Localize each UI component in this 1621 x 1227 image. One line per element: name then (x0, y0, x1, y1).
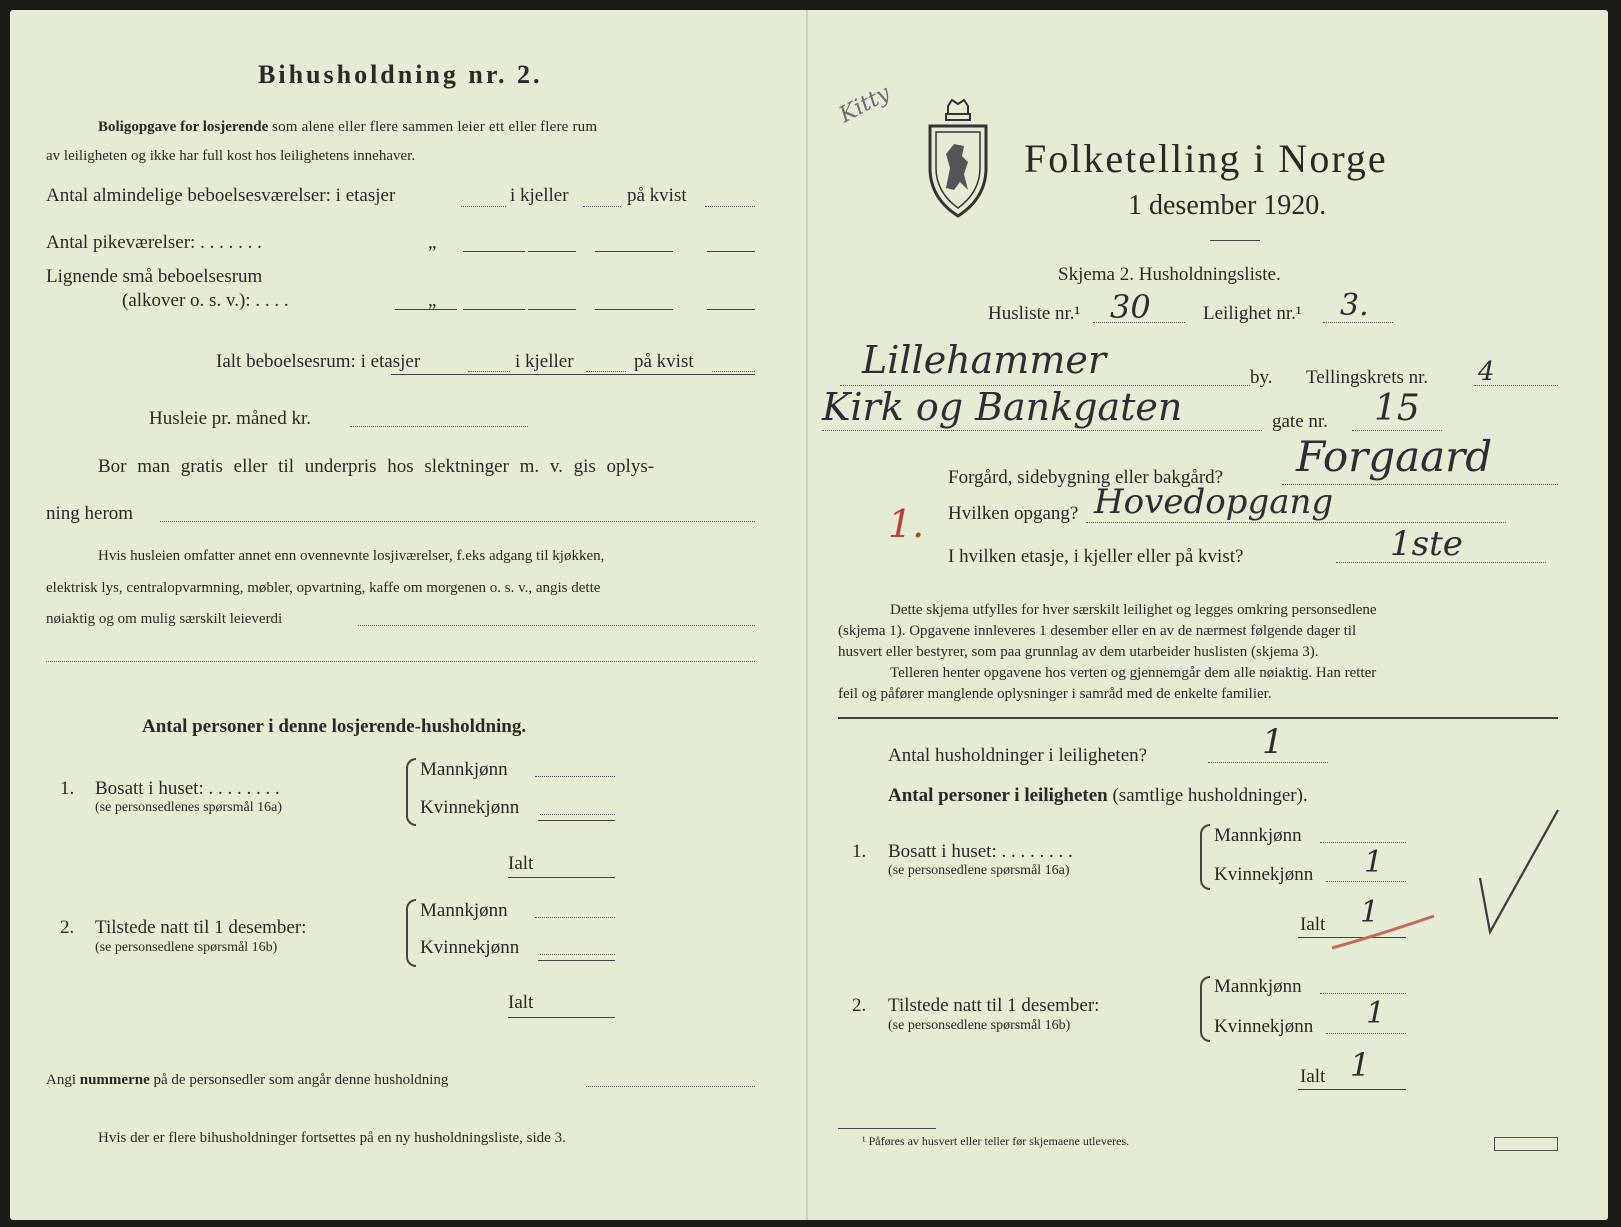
ialt-etasjer-field[interactable] (468, 371, 510, 372)
right-q2-brace (1200, 976, 1210, 1042)
left-q1-sub: (se personsedlenes spørsmål 16a) (95, 800, 283, 815)
right-q2-kvinne: Kvinnekjønn (1214, 1016, 1314, 1037)
left-q2-sum-line (538, 960, 615, 961)
right-q1-ialt-value[interactable]: 1 (1360, 895, 1380, 930)
husleie-label: Husleie pr. måned kr. (149, 408, 311, 429)
ialt-kvist-label: på kvist (634, 351, 694, 372)
antal-hus-field (1208, 762, 1328, 763)
husliste-field (1093, 322, 1185, 323)
opgang-label: Hvilken opgang? (948, 503, 1079, 524)
husleie-field[interactable] (350, 426, 528, 427)
ialt-kvist-field[interactable] (712, 371, 755, 372)
antal-hus-label: Antal husholdninger i leiligheten? (888, 745, 1148, 766)
page-fold (806, 10, 808, 1220)
right-q1-kvinne-value[interactable]: 1 (1364, 845, 1384, 880)
left-q2-brace (406, 899, 416, 967)
lign-field-3[interactable] (528, 309, 576, 310)
right-q2-num: 2. (852, 995, 867, 1016)
left-q1-mann: Mannkjønn (420, 759, 508, 780)
right-q1-kvinne: Kvinnekjønn (1214, 864, 1314, 885)
leilighet-field (1323, 322, 1393, 323)
rooms-label: Antal almindelige beboelsesværelser: i etasjer (46, 185, 396, 206)
forgard-value[interactable]: Forgaard (1296, 432, 1493, 481)
instr-line4: Telleren henter opgavene hos verten og gjennemgår dem alle nøiaktig. Han retter (890, 665, 1377, 681)
instr-rule (838, 717, 1558, 719)
instr-line3: husvert eller bestyrer, som paa grunnlag av dem utarbeider huslisten (skjema 3). (838, 644, 1319, 660)
etasje-field (1336, 562, 1546, 563)
pike-etasjer-field[interactable] (463, 251, 525, 252)
etasje-value[interactable]: 1ste (1390, 524, 1463, 564)
right-q1-num: 1. (852, 841, 867, 862)
left-q2-mann-field[interactable] (535, 917, 615, 918)
leilighet-value[interactable]: 3. (1340, 288, 1369, 323)
red-mark: 1. (888, 502, 925, 546)
margin-note: Kitty (835, 80, 895, 129)
gate-nr[interactable]: 15 (1374, 388, 1420, 429)
left-q1-ialt-field[interactable] (508, 877, 615, 878)
krets-field (1474, 385, 1558, 386)
opgang-value[interactable]: Hovedopgang (1094, 482, 1334, 522)
rooms-etasjer-field[interactable] (461, 206, 506, 207)
right-q2-ialt-value[interactable]: 1 (1350, 1046, 1371, 1084)
right-title: Folketelling i Norge (1024, 136, 1388, 181)
lign-field-1[interactable] (395, 309, 457, 310)
right-q2-sub: (se personsedlene spørsmål 16b) (888, 1018, 1071, 1033)
pike-extra-field[interactable] (707, 251, 755, 252)
rooms-kvist-field[interactable] (705, 206, 755, 207)
right-q1-kvinne-field (1326, 881, 1406, 882)
printer-stamp (1494, 1137, 1558, 1151)
left-q1-label: Bosatt i huset: . . . . . . . . (95, 778, 280, 799)
ialt-kjeller-field[interactable] (586, 371, 626, 372)
right-q1-mann-field[interactable] (1320, 842, 1406, 843)
by-value[interactable]: Lillehammer (862, 338, 1107, 382)
red-strike-mark (1328, 912, 1438, 952)
pike-kvist-field[interactable] (595, 251, 673, 252)
opgang-field (1086, 522, 1506, 523)
pike-label: Antal pikeværelser: . . . . . . . (46, 232, 262, 253)
left-footer: Hvis der er flere bihusholdninger fortsettes på en ny husholdningsliste, side 3. (98, 1130, 566, 1146)
checkmark-icon (1474, 808, 1564, 938)
left-q2-kvinne-field[interactable] (540, 954, 615, 955)
antal-pers-bold: Antal personer i leiligheten (888, 785, 1108, 806)
left-q1-brace (406, 758, 416, 826)
right-q2-kvinne-field (1326, 1033, 1406, 1034)
angi-a: Angi (46, 1072, 76, 1088)
husliste-label: Husliste nr.¹ (988, 303, 1081, 324)
rooms-kjeller-label: i kjeller (510, 185, 569, 206)
footnote: ¹ Påføres av husvert eller teller før skjemaene utleveres. (862, 1134, 1130, 1148)
instr-line5: feil og påfører manglende oplysninger i samråd med de enkelte familier. (838, 686, 1272, 702)
antal-pers-rest: (samtlige husholdninger). (1112, 785, 1308, 806)
ialt-underline (391, 374, 755, 375)
gratis-field[interactable] (160, 521, 755, 522)
right-q2-label: Tilstede natt til 1 desember: (888, 995, 1100, 1016)
left-title: Bihusholdning nr. 2. (258, 60, 543, 89)
pike-kjeller-field[interactable] (528, 251, 576, 252)
gratis-line2: ning herom (46, 503, 134, 524)
right-q1-brace (1200, 824, 1210, 890)
leieverdi-field[interactable] (358, 625, 755, 626)
instr-line1: Dette skjema utfylles for hver særskilt leilighet og legges omkring personsedlene (890, 602, 1377, 618)
right-q2-ialt-field (1298, 1089, 1406, 1090)
rooms-kvist-label: på kvist (627, 185, 687, 206)
left-intro-line1 (98, 119, 597, 136)
antal-pers-line (888, 785, 1308, 807)
left-q1-mann-field[interactable] (535, 776, 615, 777)
intro-rest: som alene eller flere sammen leier ett eller flere rum (272, 119, 598, 135)
left-q1-num: 1. (60, 778, 75, 799)
angi-b: nummerne (79, 1072, 150, 1088)
norwegian-lion-shield-icon (924, 98, 992, 218)
rooms-kjeller-field[interactable] (583, 206, 621, 207)
angi-field[interactable] (586, 1086, 755, 1087)
angi-line (46, 1072, 448, 1089)
right-q2-mann-field[interactable] (1320, 993, 1406, 994)
left-q2-label: Tilstede natt til 1 desember: (95, 917, 307, 938)
lign-ditto: „ (428, 290, 437, 311)
leilighet-label: Leilighet nr.¹ (1203, 303, 1302, 324)
gate-nr-field (1352, 430, 1442, 431)
lign-field-4[interactable] (595, 309, 673, 310)
left-q2-num: 2. (60, 917, 75, 938)
left-intro-line2: av leiligheten og ikke har full kost hos leilighetens innehaver. (46, 148, 416, 164)
hvis-line1: Hvis husleien omfatter annet enn ovennevnte losjiværelser, f.eks adgang til kjøkken, (98, 548, 605, 564)
instr-line2: (skjema 1). Opgavene innleveres 1 desember eller en av de nærmest følgende dager til (838, 623, 1357, 639)
leieverdi-field-2[interactable] (46, 661, 755, 662)
left-q2-ialt-field[interactable] (508, 1017, 615, 1018)
left-q1-sum-line (538, 820, 615, 821)
right-date: 1 desember 1920. (1128, 190, 1327, 221)
hvis-line2: elektrisk lys, centralopvarmning, møbler, opvartning, kaffe om morgenen o. s. v., angis dette (46, 580, 601, 596)
etasje-label: I hvilken etasje, i kjeller eller på kvist? (948, 546, 1244, 567)
pike-ditto: „ (428, 232, 437, 253)
right-q1-sub: (se personsedlene spørsmål 16a) (888, 863, 1070, 878)
left-antal-heading: Antal personer i denne losjerende-husholdning. (142, 716, 527, 737)
angi-c: på de personsedler som angår denne husholdning (153, 1072, 449, 1088)
gate-label: gate nr. (1272, 411, 1328, 432)
gate-value[interactable]: Kirk og Bankgaten (822, 385, 1183, 429)
hvis-line3: nøiaktig og om mulig særskilt leieverdi (46, 611, 283, 627)
lign-field-5[interactable] (707, 309, 755, 310)
left-q2-ialt: Ialt (508, 992, 534, 1013)
right-q1-mann: Mannkjønn (1214, 825, 1302, 846)
left-q2-sub: (se personsedlene spørsmål 16b) (95, 940, 278, 955)
left-q1-ialt: Ialt (508, 853, 534, 874)
right-q2-ialt: Ialt (1300, 1066, 1326, 1087)
left-q2-kvinne: Kvinnekjønn (420, 937, 520, 958)
forgard-label: Forgård, sidebygning eller bakgård? (948, 467, 1224, 488)
husliste-value[interactable]: 30 (1110, 288, 1151, 326)
ialt-kjeller-label: i kjeller (515, 351, 574, 372)
antal-hus-value[interactable]: 1 (1262, 722, 1284, 762)
lign-label2: (alkover o. s. v.): . . . . (122, 290, 289, 311)
right-q2-mann: Mannkjønn (1214, 976, 1302, 997)
footnote-rule (838, 1128, 936, 1129)
by-label: by. (1250, 367, 1273, 388)
gratis-line1: Bor man gratis eller til underpris hos slektninger m. v. gis oplys- (98, 456, 655, 477)
ialt-rooms-label: Ialt beboelsesrum: i etasjer (216, 351, 421, 372)
gate-field (822, 430, 1262, 431)
krets-label: Tellingskrets nr. (1306, 367, 1429, 388)
left-q1-kvinne: Kvinnekjønn (420, 797, 520, 818)
left-q2-mann: Mannkjønn (420, 900, 508, 921)
title-rule (1210, 240, 1260, 241)
right-q1-label: Bosatt i huset: . . . . . . . . (888, 841, 1073, 862)
skjema-label: Skjema 2. Husholdningsliste. (1058, 264, 1281, 285)
krets-value[interactable]: 4 (1478, 357, 1495, 387)
right-q2-kvinne-value[interactable]: 1 (1366, 996, 1386, 1031)
lign-label1: Lignende små beboelsesrum (46, 266, 263, 287)
left-q1-kvinne-field[interactable] (540, 814, 615, 815)
intro-bold: Boligopgave for losjerende (98, 119, 269, 135)
lign-field-2[interactable] (463, 309, 525, 310)
right-q1-ialt: Ialt (1300, 914, 1326, 935)
